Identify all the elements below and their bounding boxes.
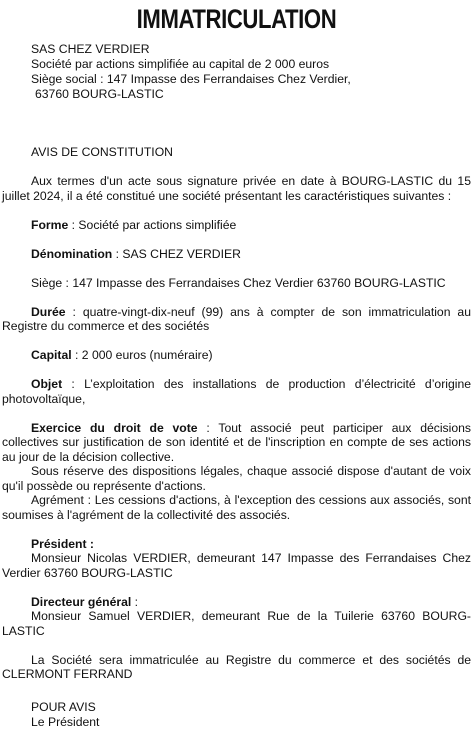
denomination-paragraph (2, 247, 471, 262)
dg-label-line (2, 595, 471, 610)
capital-label: Capital (31, 348, 72, 362)
objet-value: : L’exploitation des installations de production d’électricité d’origine photovoltaïque, (2, 377, 471, 406)
duree-label: Durée (31, 304, 66, 319)
closing-block (31, 700, 99, 730)
company-siege-line2: 63760 BOURG-LASTIC (35, 87, 164, 101)
closing-signatory: Le Président (31, 715, 100, 729)
denomination-label: Dénomination (31, 246, 113, 261)
notice-body (2, 174, 471, 682)
reserve-paragraph: Sous réserve des dispositions légales, chaque associé dispose d'autant de voix qu'il possède ou représente d'actions. (2, 464, 471, 493)
company-capital: Société par actions simplifiée au capital de 2 000 euros (31, 57, 330, 71)
dg-label: Directeur général (31, 594, 132, 609)
capital-value: : 2 000 euros (numéraire) (71, 348, 213, 362)
objet-label: Objet (31, 377, 63, 391)
objet-paragraph (2, 377, 471, 406)
dg-label-suffix: : (131, 594, 139, 609)
duree-value: : quatre-vingt-dix-neuf (99) ans à compter de son immatriculation au Registre du commerce et des sociétés (2, 304, 471, 333)
forme-value: : Société par actions simplifiée (68, 217, 237, 232)
company-header (31, 42, 473, 102)
president-label-line (2, 537, 471, 552)
vote-value: : Tout associé peut participer aux décisions collectives sur justification de son identité et de l'inscription en compte de ses actions au jour de la décision collective. (2, 420, 471, 464)
capital-paragraph (2, 348, 471, 363)
company-name: SAS CHEZ VERDIER (31, 42, 150, 56)
forme-label: Forme (31, 217, 69, 232)
company-siege-line1: Siège social : 147 Impasse des Ferrandaises Chez Verdier, (31, 72, 351, 86)
vote-paragraph (2, 421, 471, 465)
dg-paragraph: Monsieur Samuel VERDIER, demeurant Rue de la Tuilerie 63760 BOURG-LASTIC (2, 609, 471, 638)
forme-paragraph (2, 218, 471, 233)
intro-paragraph: Aux termes d'un acte sous signature privée en date à BOURG-LASTIC du 15 juillet 2024, il a été constitué une société présentant les caractéristiques suivantes : (2, 174, 471, 203)
registre-paragraph: La Société sera immatriculée au Registre du commerce et des sociétés de CLERMONT FERRAND (2, 652, 471, 681)
page-title: IMMATRICULATION (136, 4, 337, 34)
president-label: Président : (31, 536, 94, 551)
siege-paragraph: Siège : 147 Impasse des Ferrandaises Chez Verdier 63760 BOURG-LASTIC (31, 275, 446, 290)
vote-label: Exercice du droit de vote (31, 420, 198, 435)
closing-pour-avis: POUR AVIS (31, 700, 96, 714)
duree-paragraph (2, 305, 471, 334)
denomination-value: : SAS CHEZ VERDIER (112, 246, 241, 261)
agrement-paragraph: Agrément : Les cessions d'actions, à l'exception des cessions aux associés, sont soumises à l'agrément de la collectivité des associés. (2, 493, 471, 522)
notice-heading: AVIS DE CONSTITUTION (31, 145, 173, 159)
president-paragraph: Monsieur Nicolas VERDIER, demeurant 147 Impasse des Ferrandaises Chez Verdier 63760 BOURG-LASTIC (2, 551, 471, 580)
